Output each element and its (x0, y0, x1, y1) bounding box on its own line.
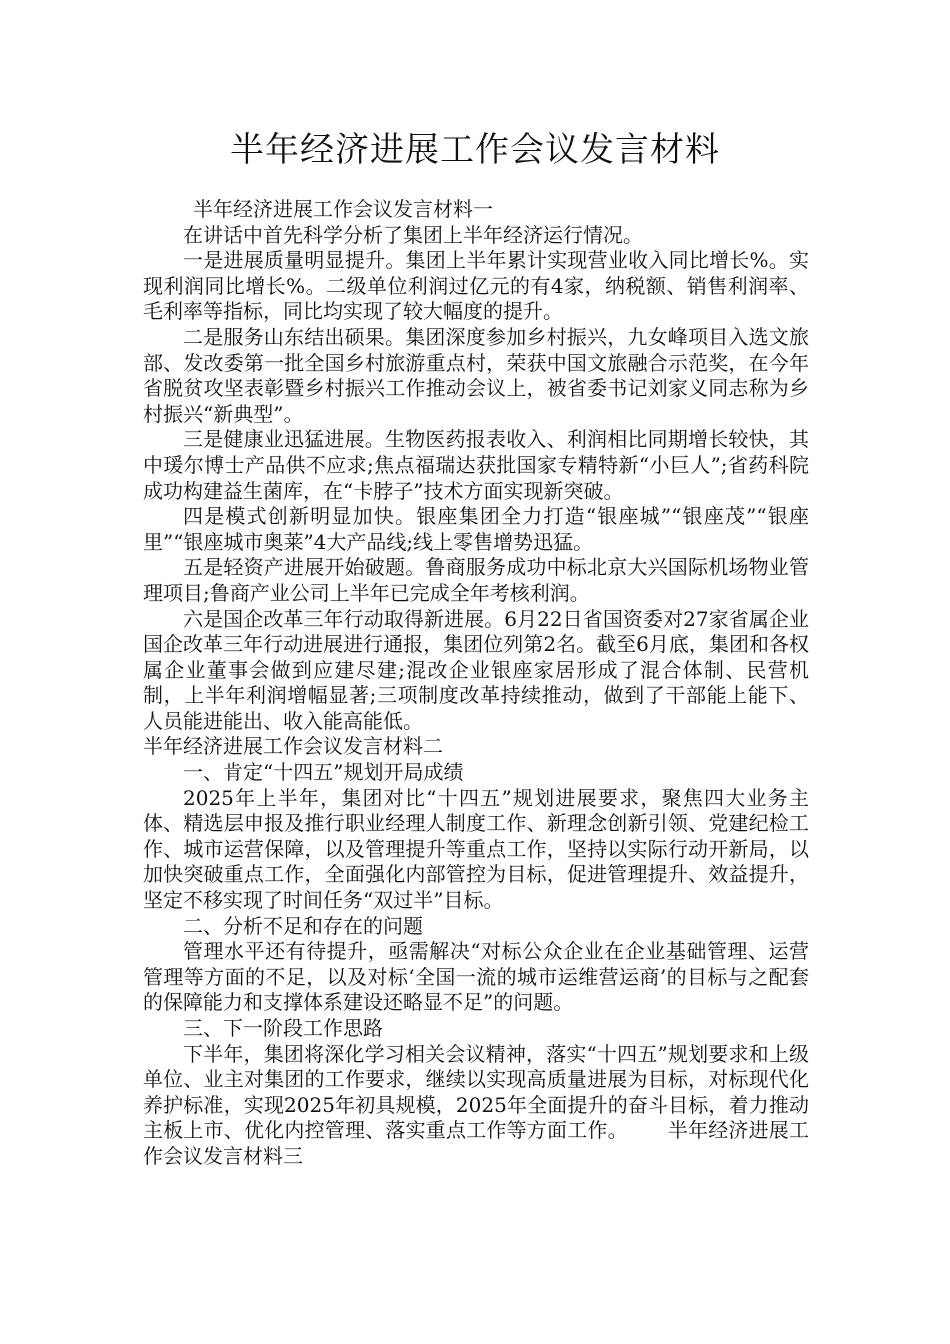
paragraph: 四是模式创新明显加快。银座集团全力打造“银座城”“银座茂”“银座里”“银座城市奥莱”4大产品线;线上零售增势迅猛。 (143, 504, 809, 554)
subheading: 一、肯定“十四五”规划开局成绩 (183, 760, 464, 785)
paragraph: 管理水平还有待提升，亟需解决“对标公众企业在企业基础管理、运营管理等方面的不足，以及对标‘全国一流的城市运维营运商’的目标与之配套的保障能力和支撑体系建设还略显不足”的问题。 (143, 939, 809, 1015)
paragraph: 在讲话中首先科学分析了集团上半年经济运行情况。 (183, 222, 643, 247)
subheading: 三、下一阶段工作思路 (183, 1016, 383, 1040)
paragraph: 六是国企改革三年行动取得新进展。6月22日省国资委对27家省属企业国企改革三年行动进展进行通报，集团位列第2名。截至6月底，集团和各权属企业董事会做到应建尽建;混改企业银座家居形成了混合体制、民营机制，上半年利润增幅显著;三项制度改革持续推动，做到了干部能上能下、人员能进能出、收入能高能低。 (143, 606, 809, 733)
subheading: 二、分析不足和存在的问题 (183, 913, 423, 938)
paragraph: 三是健康业迅猛进展。生物医药报表收入、利润相比同期增长较快，其中瑗尔博士产品供不应求;焦点福瑞达获批国家专精特新“小巨人”;省药科院成功构建益生菌库，在“卡脖子”技术方面实现新突破。 (143, 427, 809, 503)
paragraph: 二是服务山东结出硕果。集团深度参加乡村振兴，九女峰项目入选文旅部、发改委第一批全国乡村旅游重点村，荣获中国文旅融合示范奖，在今年省脱贫攻坚表彰暨乡村振兴工作推动会议上，被省委书记刘家义同志称为乡村振兴“新典型”。 (143, 324, 809, 426)
paragraph (143, 1042, 809, 1170)
document-title: 半年经济进展工作会议发言材料 (230, 130, 720, 170)
paragraph: 五是轻资产进展开始破题。鲁商服务成功中标北京大兴国际机场物业管理项目;鲁商产业公司上半年已完成全年考核利润。 (143, 555, 809, 605)
section-heading-two: 半年经济进展工作会议发言材料二 (143, 734, 443, 759)
paragraph-text: 下半年，集团将深化学习相关会议精神，落实“十四五”规划要求和上级单位、业主对集团的工作要求，继续以实现高质量进展为目标，对标现代化养护标准，实现2025年初具规模，2025年全面提升的奋斗目标，着力推动主板上市、优化内控管理、落实重点工作等方面工作。 (143, 1041, 809, 1143)
paragraph: 一是进展质量明显提升。集团上半年累计实现营业收入同比增长%。实现利润同比增长%。二级单位利润过亿元的有4家，纳税额、销售利润率、毛利率等指标，同比均实现了较大幅度的提升。 (143, 248, 809, 324)
section-heading-three: 半年经济进展工作会议发言材料三 (143, 1118, 810, 1168)
section-heading-one: 半年经济进展工作会议发言材料一 (193, 197, 493, 221)
document-body (143, 197, 809, 1170)
paragraph: 2025年上半年，集团对比“十四五”规划进展要求，聚焦四大业务主体、精选层申报及推行职业经理人制度工作、新理念创新引领、党建纪检工作、城市运营保障，以及管理提升等重点工作，坚持以实际行动开新局，以加快突破重点工作，全面强化内部管控为目标，促进管理提升、效益提升，坚定不移实现了时间任务“双过半”目标。 (143, 785, 809, 913)
